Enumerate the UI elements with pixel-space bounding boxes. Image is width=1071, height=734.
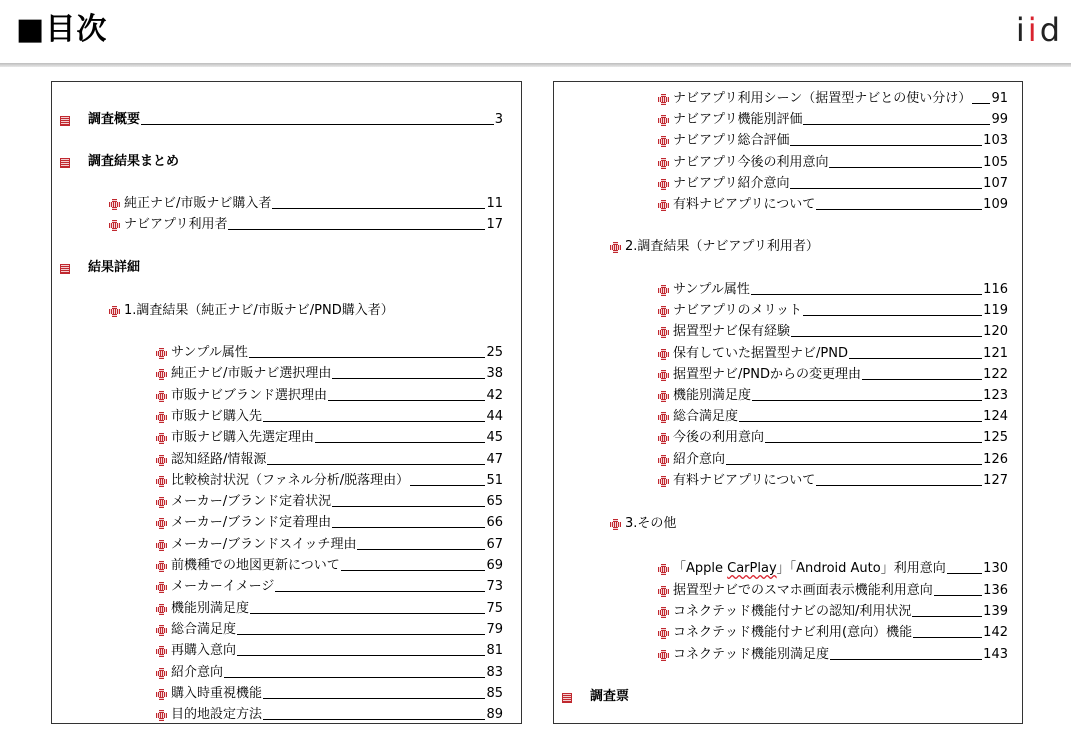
toc-page: 66 — [486, 515, 503, 531]
toc-page: 81 — [486, 643, 503, 659]
toc-item[interactable] — [658, 600, 1008, 620]
toc-label: ナビアプリ利用者 — [124, 217, 228, 232]
cross-bullet-icon — [156, 710, 167, 721]
toc-item[interactable] — [156, 618, 503, 638]
cross-bullet-icon — [658, 94, 669, 105]
leader-line — [803, 124, 990, 125]
leader-line — [816, 209, 982, 210]
leader-line — [726, 464, 982, 465]
leader-line — [332, 378, 485, 379]
toc-page: 25 — [486, 345, 503, 360]
toc-item[interactable] — [156, 682, 503, 702]
leader-line — [410, 485, 485, 486]
cross-bullet-icon — [156, 604, 167, 615]
toc-label: 調査結果まとめ — [88, 154, 180, 169]
toc-page: 91 — [991, 91, 1008, 106]
toc-label: コネクテッド機能別満足度 — [673, 646, 830, 662]
toc-label: 調査概要 — [88, 112, 141, 127]
toc-item[interactable] — [658, 426, 1008, 446]
toc-label: 比較検討状況（ファネル分析/脱落理由） — [171, 472, 410, 488]
toc-item[interactable] — [658, 151, 1008, 171]
toc-page: 125 — [983, 430, 1008, 446]
toc-section-questionnaire[interactable] — [562, 685, 1004, 705]
leader-line — [830, 659, 982, 660]
header-divider — [0, 63, 1071, 67]
toc-item[interactable] — [156, 533, 503, 553]
cross-bullet-icon — [658, 285, 669, 296]
toc-page: 109 — [983, 197, 1008, 212]
cross-bullet-icon — [156, 646, 167, 657]
toc-label: 有料ナビアプリについて — [673, 197, 816, 212]
toc-item[interactable] — [156, 703, 503, 723]
leader-line — [263, 698, 485, 699]
toc-item[interactable] — [658, 172, 1008, 192]
toc-label: 調査票 — [590, 689, 630, 704]
toc-label: 前機種での地図更新について — [171, 558, 340, 573]
toc-label: 総合満足度 — [171, 621, 237, 637]
leader-line — [816, 485, 982, 486]
toc-label: メーカー/ブランド定着状況 — [171, 494, 332, 510]
toc-page: 47 — [486, 451, 503, 467]
toc-item[interactable] — [658, 87, 1008, 107]
toc-page: 17 — [486, 217, 503, 232]
toc-page: 11 — [486, 196, 503, 211]
toc-subsection-2[interactable] — [610, 235, 1004, 255]
toc-page: 85 — [486, 685, 503, 701]
leader-line — [752, 400, 982, 401]
toc-label: ナビアプリ機能別評価 — [673, 112, 803, 128]
toc-item[interactable] — [658, 643, 1008, 663]
page-header — [0, 0, 1071, 64]
leader-line — [237, 655, 485, 656]
toc-page: 38 — [486, 366, 503, 382]
toc-item[interactable] — [658, 278, 1008, 298]
toc-label: 純正ナビ/市販ナビ選択理由 — [171, 366, 332, 382]
cross-bullet-icon — [109, 306, 120, 317]
toc-page: 130 — [983, 561, 1008, 576]
toc-item[interactable] — [156, 469, 503, 489]
cross-bullet-icon — [658, 200, 669, 211]
leader-line — [739, 421, 982, 422]
toc-page: 142 — [983, 625, 1008, 641]
toc-label: メーカー/ブランドスイッチ理由 — [171, 536, 357, 552]
toc-item[interactable] — [156, 661, 503, 681]
toc-page: 143 — [983, 646, 1008, 662]
leader-line — [751, 294, 982, 295]
toc-page: 83 — [486, 664, 503, 680]
toc-section-overview[interactable] — [60, 108, 503, 128]
toc-page: 123 — [983, 388, 1008, 403]
toc-page: 124 — [983, 409, 1008, 425]
cross-bullet-icon — [156, 518, 167, 529]
leader-line — [249, 357, 486, 358]
toc-label: 結果詳細 — [88, 260, 141, 275]
toc-item[interactable] — [658, 557, 1008, 577]
leader-line — [849, 358, 982, 359]
cross-bullet-icon — [658, 136, 669, 147]
cross-bullet-icon — [156, 689, 167, 700]
leader-line — [947, 573, 982, 574]
toc-page: 44 — [486, 408, 503, 424]
toc-page: 3 — [494, 112, 503, 127]
toc-label: 2.調査結果（ナビアプリ利用者） — [625, 239, 819, 254]
toc-item[interactable] — [658, 579, 1008, 599]
toc-page: 136 — [983, 583, 1008, 598]
leader-line — [315, 442, 485, 443]
leader-line — [272, 208, 485, 209]
toc-page: 103 — [983, 133, 1008, 149]
toc-page: 122 — [983, 366, 1008, 382]
toc-panel-right — [553, 81, 1023, 724]
toc-subsection-3[interactable] — [610, 512, 1004, 532]
toc-label: 再購入意向 — [171, 643, 237, 659]
toc-page: 99 — [991, 112, 1008, 128]
toc-item[interactable] — [156, 490, 503, 510]
toc-page: 45 — [486, 430, 503, 446]
cross-bullet-icon — [658, 650, 669, 661]
square-bullet-icon — [60, 116, 70, 126]
cross-bullet-icon — [658, 564, 669, 575]
toc-page: 51 — [486, 472, 503, 488]
cross-bullet-icon — [156, 455, 167, 466]
cross-bullet-icon — [109, 199, 120, 210]
toc-label: 認知経路/情報源 — [171, 451, 267, 467]
toc-label: 今後の利用意向 — [673, 430, 765, 446]
leader-line — [263, 421, 485, 422]
toc-label: ナビアプリのメリット — [673, 303, 802, 319]
toc-page: 75 — [486, 600, 503, 616]
cross-bullet-icon — [156, 668, 167, 679]
cross-bullet-icon — [156, 582, 167, 593]
toc-label: サンプル属性 — [171, 345, 248, 360]
cross-bullet-icon — [658, 370, 669, 381]
cross-bullet-icon — [156, 369, 167, 380]
toc-label: 有料ナビアプリについて — [673, 472, 816, 488]
toc-page: 65 — [486, 494, 503, 510]
toc-label: メーカー/ブランド定着理由 — [171, 515, 332, 531]
toc-label: 市販ナビブランド選択理由 — [171, 387, 328, 403]
leader-line — [972, 103, 990, 104]
toc-label: ナビアプリ紹介意向 — [673, 175, 790, 191]
toc-label: 「Apple CarPlay」「Android Auto」利用意向 — [673, 561, 946, 576]
cross-bullet-icon — [658, 433, 669, 444]
toc-label: ナビアプリ総合評価 — [673, 133, 790, 149]
toc-label: 機能別満足度 — [171, 600, 250, 616]
toc-subsection-1[interactable] — [109, 299, 503, 319]
leader-line — [328, 400, 485, 401]
toc-page: 127 — [983, 472, 1008, 488]
toc-item[interactable] — [658, 621, 1008, 641]
toc-label: 紹介意向 — [171, 664, 224, 680]
square-bullet-icon — [60, 264, 70, 274]
leader-line — [790, 188, 982, 189]
cross-bullet-icon — [658, 455, 669, 466]
cross-bullet-icon — [610, 242, 621, 253]
toc-label: 市販ナビ購入先選定理由 — [171, 430, 315, 446]
toc-item[interactable] — [156, 448, 503, 468]
toc-page: 121 — [983, 345, 1008, 361]
toc-page: 79 — [486, 621, 503, 637]
toc-item[interactable] — [658, 405, 1008, 425]
leader-line — [913, 637, 982, 638]
leader-line — [341, 570, 486, 571]
cross-bullet-icon — [156, 412, 167, 423]
leader-line — [263, 719, 485, 720]
cross-bullet-icon — [156, 561, 167, 572]
cross-bullet-icon — [156, 625, 167, 636]
toc-label: 1.調査結果（純正ナビ/市販ナビ/PND購入者） — [124, 303, 394, 318]
square-bullet-icon — [562, 693, 572, 703]
leader-line — [275, 591, 485, 592]
leader-line — [228, 229, 485, 230]
toc-item[interactable] — [658, 342, 1008, 362]
leader-line — [332, 527, 485, 528]
toc-item[interactable] — [156, 597, 503, 617]
cross-bullet-icon — [156, 540, 167, 551]
toc-label: 純正ナビ/市販ナビ購入者 — [124, 196, 272, 211]
cross-bullet-icon — [658, 179, 669, 190]
cross-bullet-icon — [156, 433, 167, 444]
leader-line — [357, 549, 485, 550]
toc-item[interactable] — [109, 213, 503, 233]
toc-page: 105 — [983, 154, 1008, 170]
page-title: ■目次 — [16, 12, 108, 47]
cross-bullet-icon — [658, 391, 669, 402]
toc-item[interactable] — [658, 363, 1008, 383]
toc-label: 市販ナビ購入先 — [171, 408, 263, 424]
toc-label: サンプル属性 — [673, 282, 750, 297]
toc-label: ナビアプリ利用シーン（据置型ナビとの使い分け） — [673, 91, 972, 106]
toc-item[interactable] — [658, 108, 1008, 128]
toc-label: 保有していた据置型ナビ/PND — [673, 345, 848, 361]
leader-line — [790, 145, 982, 146]
toc-item[interactable] — [156, 639, 503, 659]
leader-line — [141, 124, 494, 125]
toc-label: ナビアプリ今後の利用意向 — [673, 154, 829, 170]
toc-page: 42 — [486, 387, 503, 403]
cross-bullet-icon — [658, 412, 669, 423]
toc-item[interactable] — [156, 341, 503, 361]
cross-bullet-icon — [658, 115, 669, 126]
leader-line — [934, 595, 982, 596]
leader-line — [765, 442, 982, 443]
toc-page: 73 — [486, 579, 503, 595]
toc-label: メーカーイメージ — [171, 579, 275, 595]
toc-item[interactable] — [658, 299, 1008, 319]
cross-bullet-icon — [156, 497, 167, 508]
toc-label: 据置型ナビでのスマホ画面表示機能利用意向 — [673, 583, 933, 598]
toc-item[interactable] — [658, 448, 1008, 468]
toc-item[interactable] — [658, 469, 1008, 489]
cross-bullet-icon — [658, 628, 669, 639]
cross-bullet-icon — [658, 349, 669, 360]
cross-bullet-icon — [156, 476, 167, 487]
toc-label: コネクテッド機能付ナビ利用(意向）機能 — [673, 625, 913, 641]
square-bullet-icon — [60, 158, 70, 168]
toc-page: 107 — [983, 175, 1008, 191]
toc-item[interactable] — [109, 192, 503, 212]
leader-line — [862, 379, 982, 380]
cross-bullet-icon — [109, 220, 120, 231]
cross-bullet-icon — [658, 306, 669, 317]
toc-page: 126 — [983, 451, 1008, 467]
toc-item[interactable] — [156, 426, 503, 446]
toc-page: 116 — [983, 282, 1008, 297]
toc-panel-left — [51, 81, 522, 724]
leader-line — [332, 506, 485, 507]
leader-line — [237, 634, 485, 635]
toc-section-summary[interactable] — [60, 150, 503, 170]
toc-label: 据置型ナビ/PNDからの変更理由 — [673, 366, 861, 382]
leader-line — [829, 167, 982, 168]
cross-bullet-icon — [658, 327, 669, 338]
toc-label: 機能別満足度 — [673, 388, 752, 403]
toc-label: 総合満足度 — [673, 409, 739, 425]
toc-page: 119 — [983, 303, 1008, 319]
toc-item[interactable] — [156, 405, 503, 425]
leader-line — [267, 464, 485, 465]
toc-page: 67 — [486, 536, 503, 552]
toc-section-details[interactable] — [60, 256, 503, 276]
leader-line — [791, 336, 982, 337]
toc-item[interactable] — [658, 384, 1008, 404]
toc-label: 購入時重視機能 — [171, 685, 263, 701]
toc-page: 120 — [983, 324, 1008, 340]
toc-page: 139 — [983, 604, 1008, 620]
cross-bullet-icon — [610, 519, 621, 530]
leader-line — [912, 616, 982, 617]
cross-bullet-icon — [156, 348, 167, 359]
cross-bullet-icon — [658, 158, 669, 169]
toc-item[interactable] — [658, 320, 1008, 340]
toc-item[interactable] — [156, 362, 503, 382]
leader-line — [803, 315, 982, 316]
leader-line — [250, 613, 485, 614]
toc-item[interactable] — [156, 511, 503, 531]
cross-bullet-icon — [658, 607, 669, 618]
leader-line — [224, 677, 485, 678]
toc-item[interactable] — [658, 193, 1008, 213]
toc-item[interactable] — [156, 384, 503, 404]
toc-label: 紹介意向 — [673, 451, 726, 467]
cross-bullet-icon — [658, 586, 669, 597]
toc-label: 据置型ナビ保有経験 — [673, 324, 791, 340]
cross-bullet-icon — [156, 391, 167, 402]
toc-page: 69 — [486, 558, 503, 573]
toc-label: コネクテッド機能付ナビの認知/利用状況 — [673, 604, 912, 620]
toc-item[interactable] — [658, 129, 1008, 149]
toc-item[interactable] — [156, 554, 503, 574]
toc-label: 3.その他 — [625, 516, 677, 531]
toc-item[interactable] — [156, 575, 503, 595]
toc-page: 89 — [486, 707, 503, 723]
toc-label: 目的地設定方法 — [171, 707, 263, 723]
company-logo: iid — [1015, 11, 1063, 49]
cross-bullet-icon — [658, 476, 669, 487]
